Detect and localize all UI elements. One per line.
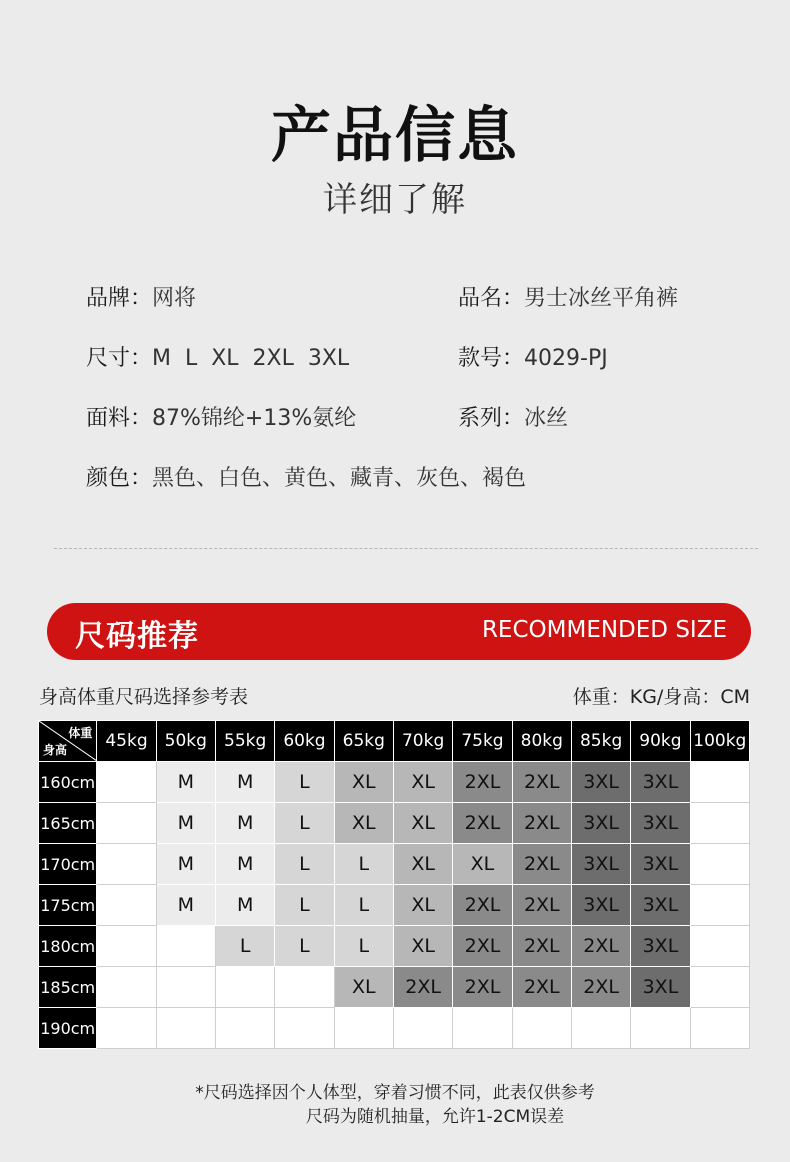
size-cell (690, 762, 749, 803)
size-cell (156, 1008, 215, 1049)
info-brand (86, 281, 196, 312)
weight-header-60kg: 60kg (275, 721, 334, 762)
size-cell: 2XL (512, 967, 571, 1008)
page-subtitle: 详细了解 (323, 180, 467, 220)
size-cell: L (275, 885, 334, 926)
table-row (39, 967, 750, 1008)
size-cell: 2XL (453, 885, 512, 926)
size-cell: 2XL (512, 885, 571, 926)
corner-height-label: 身高 (43, 743, 68, 757)
size-cell: 2XL (453, 762, 512, 803)
size-cell: XL (334, 803, 393, 844)
info-brand-value: 网将 (152, 286, 197, 311)
size-cell: M (215, 762, 274, 803)
size-cell: XL (453, 844, 512, 885)
size-cell: 3XL (571, 885, 630, 926)
info-name-label: 品名： (458, 286, 525, 311)
info-series (458, 401, 568, 432)
height-label-160cm: 160cm (39, 762, 97, 803)
note-line-2: 尺码为随机抽量，允许1-2CM误差 (305, 1107, 565, 1127)
banner-title-en: RECOMMENDED SIZE (481, 617, 727, 643)
size-cell: 3XL (631, 885, 690, 926)
table-unit: 体重：KG/身高：CM (572, 686, 750, 708)
size-cell: M (156, 885, 215, 926)
weight-header-85kg: 85kg (571, 721, 630, 762)
size-cell: 3XL (631, 926, 690, 967)
height-label-190cm: 190cm (39, 1008, 97, 1049)
table-row (39, 926, 750, 967)
size-cell (690, 885, 749, 926)
size-cell: XL (334, 967, 393, 1008)
size-cell (97, 885, 156, 926)
size-cell: M (215, 844, 274, 885)
size-cell (690, 844, 749, 885)
size-cell (97, 926, 156, 967)
size-cell: 3XL (631, 844, 690, 885)
weight-header-45kg: 45kg (97, 721, 156, 762)
size-cell: XL (393, 844, 452, 885)
size-cell: L (334, 844, 393, 885)
info-fabric (86, 401, 356, 432)
size-cell: M (215, 803, 274, 844)
size-cell (453, 1008, 512, 1049)
table-row (39, 1008, 750, 1049)
page-title: 产品信息 (271, 101, 519, 171)
info-color (86, 461, 526, 492)
info-color-label: 颜色： (86, 466, 153, 491)
info-name-value: 男士冰丝平角裤 (524, 286, 679, 311)
size-cell: M (156, 762, 215, 803)
height-label-170cm: 170cm (39, 844, 97, 885)
info-size-value: M L XL 2XL 3XL (152, 346, 350, 371)
weight-header-80kg: 80kg (512, 721, 571, 762)
size-cell (215, 967, 274, 1008)
size-cell: 2XL (453, 926, 512, 967)
info-size-label: 尺寸： (86, 346, 153, 371)
height-label-165cm: 165cm (39, 803, 97, 844)
size-table (38, 720, 750, 1049)
size-cell: L (334, 885, 393, 926)
note-line-1: *尺码选择因个人体型，穿着习惯不同，此表仅供参考 (195, 1083, 595, 1103)
weight-header-70kg: 70kg (393, 721, 452, 762)
info-size (86, 341, 349, 372)
info-model-label: 款号： (458, 346, 525, 371)
size-cell (393, 1008, 452, 1049)
weight-header-90kg: 90kg (631, 721, 690, 762)
size-cell: XL (393, 762, 452, 803)
table-caption: 身高体重尺码选择参考表 (39, 686, 249, 708)
table-row (39, 844, 750, 885)
size-cell (571, 1008, 630, 1049)
corner-weight-label: 体重 (68, 726, 93, 740)
height-label-185cm: 185cm (39, 967, 97, 1008)
weight-header-65kg: 65kg (334, 721, 393, 762)
size-cell: M (215, 885, 274, 926)
size-cell: 3XL (571, 803, 630, 844)
size-cell: 2XL (512, 803, 571, 844)
size-cell (334, 1008, 393, 1049)
info-fabric-label: 面料： (86, 406, 153, 431)
size-cell: M (156, 844, 215, 885)
size-cell: XL (334, 762, 393, 803)
size-cell (275, 967, 334, 1008)
size-cell (156, 967, 215, 1008)
size-cell (690, 967, 749, 1008)
size-cell (97, 844, 156, 885)
size-cell: 2XL (512, 844, 571, 885)
size-cell: M (156, 803, 215, 844)
size-cell: 3XL (631, 803, 690, 844)
info-model (458, 341, 608, 372)
size-cell (97, 762, 156, 803)
size-cell: 3XL (571, 762, 630, 803)
size-cell: 2XL (393, 967, 452, 1008)
size-cell: 3XL (631, 967, 690, 1008)
table-row (39, 803, 750, 844)
size-cell: XL (393, 885, 452, 926)
size-cell (97, 1008, 156, 1049)
size-cell: 2XL (453, 967, 512, 1008)
weight-header-50kg: 50kg (156, 721, 215, 762)
table-row (39, 762, 750, 803)
size-cell: 2XL (571, 926, 630, 967)
banner-title-cn: 尺码推荐 (75, 619, 199, 654)
table-corner (39, 721, 97, 762)
size-cell: L (215, 926, 274, 967)
info-name (458, 281, 678, 312)
weight-header-55kg: 55kg (215, 721, 274, 762)
size-cell: L (275, 844, 334, 885)
dashed-divider (54, 548, 758, 549)
size-cell: 2XL (512, 762, 571, 803)
info-series-value: 冰丝 (524, 406, 569, 431)
size-cell: L (275, 803, 334, 844)
info-color-value: 黑色、白色、黄色、藏青、灰色、褐色 (152, 466, 527, 491)
size-cell (631, 1008, 690, 1049)
size-cell (97, 967, 156, 1008)
size-cell: L (334, 926, 393, 967)
size-cell: 2XL (571, 967, 630, 1008)
weight-header-100kg: 100kg (690, 721, 749, 762)
size-cell: XL (393, 803, 452, 844)
size-cell: L (275, 762, 334, 803)
table-row (39, 885, 750, 926)
size-cell: 3XL (571, 844, 630, 885)
height-label-180cm: 180cm (39, 926, 97, 967)
info-brand-label: 品牌： (86, 286, 153, 311)
height-label-175cm: 175cm (39, 885, 97, 926)
size-cell: 2XL (453, 803, 512, 844)
size-cell (97, 803, 156, 844)
size-cell: 3XL (631, 762, 690, 803)
size-cell (215, 1008, 274, 1049)
size-cell: XL (393, 926, 452, 967)
info-fabric-value: 87%锦纶+13%氨纶 (152, 406, 357, 431)
weight-header-75kg: 75kg (453, 721, 512, 762)
info-series-label: 系列： (458, 406, 525, 431)
size-cell: 2XL (512, 926, 571, 967)
size-cell (275, 1008, 334, 1049)
size-cell: L (275, 926, 334, 967)
table-header-row (39, 721, 750, 762)
size-banner (47, 603, 751, 660)
size-cell (512, 1008, 571, 1049)
size-cell (690, 803, 749, 844)
size-cell (690, 926, 749, 967)
info-model-value: 4029-PJ (524, 346, 608, 371)
size-cell (156, 926, 215, 967)
size-cell (690, 1008, 749, 1049)
